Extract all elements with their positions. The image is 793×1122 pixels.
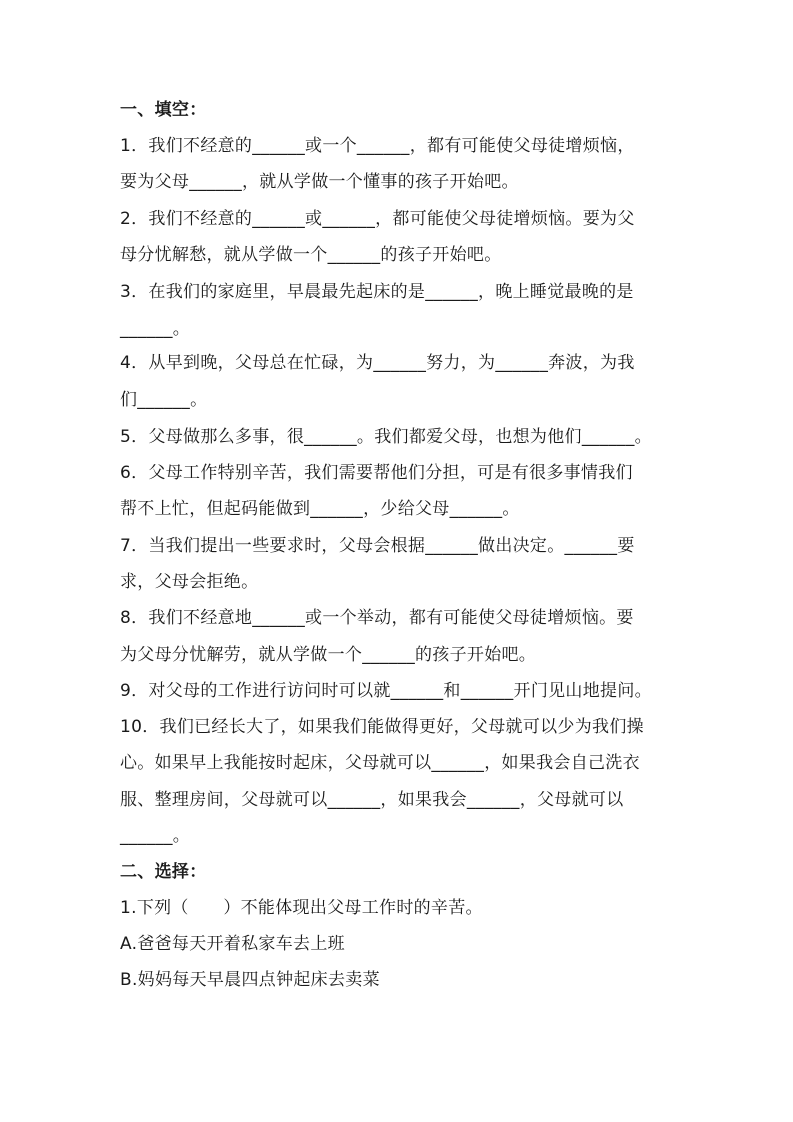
q10-line-2: 心。如果早上我能按时起床，父母就可以______，如果我会自己洗衣 [120,753,640,773]
q7-line-2: 求，父母会拒绝。 [120,572,259,592]
q5-line-1: 5．父母做那么多事，很______。我们都爱父母，也想为他们______。 [120,427,652,447]
q4-line-2: 们______。 [120,390,208,410]
choice-q1: 1.下列（ ）不能体现出父母工作时的辛苦。 [120,898,483,918]
q9-line-1: 9．对父母的工作进行访问时可以就______和______开门见山地提问。 [120,681,652,701]
q4-line-1: 4．从早到晚，父母总在忙碌，为______努力，为______奔波，为我 [120,353,635,373]
q6-line-1: 6．父母工作特别辛苦，我们需要帮他们分担，可是有很多事情我们 [120,463,633,483]
q2-line-1: 2．我们不经意的______或______，都可能使父母徒增烦恼。要为父 [120,209,635,229]
q6-line-2: 帮不上忙，但起码能做到______，少给父母______。 [120,499,520,519]
section-1-title: 一、填空： [120,100,207,120]
q1-line-2: 要为父母______，就从学做一个懂事的孩子开始吧。 [120,172,519,192]
q8-line-2: 为父母分忧解劳，就从学做一个______的孩子开始吧。 [120,645,537,665]
section-2-title: 二、选择： [120,862,207,882]
q2-line-2: 母分忧解愁，就从学做一个______的孩子开始吧。 [120,245,502,265]
q3-line-2: ______。 [120,319,191,339]
choice-q1-option-b: B.妈妈每天早晨四点钟起床去卖菜 [120,970,380,990]
q10-line-4: ______。 [120,826,191,846]
choice-q1-option-a: A.爸爸每天开着私家车去上班 [120,934,345,954]
q8-line-1: 8．我们不经意地______或一个举动，都有可能使父母徒增烦恼。要 [120,608,634,628]
q10-line-3: 服、整理房间，父母就可以______，如果我会______，父母就可以 [120,790,624,810]
q3-line-1: 3．在我们的家庭里，早晨最先起床的是______，晚上睡觉最晚的是 [120,282,634,302]
q1-line-1: 1．我们不经意的______或一个______，都有可能使父母徒增烦恼， [120,136,635,156]
q7-line-1: 7．当我们提出一些要求时，父母会根据______做出决定。______要 [120,536,635,556]
q10-line-1: 10．我们已经长大了，如果我们能做得更好，父母就可以少为我们操 [120,717,644,737]
